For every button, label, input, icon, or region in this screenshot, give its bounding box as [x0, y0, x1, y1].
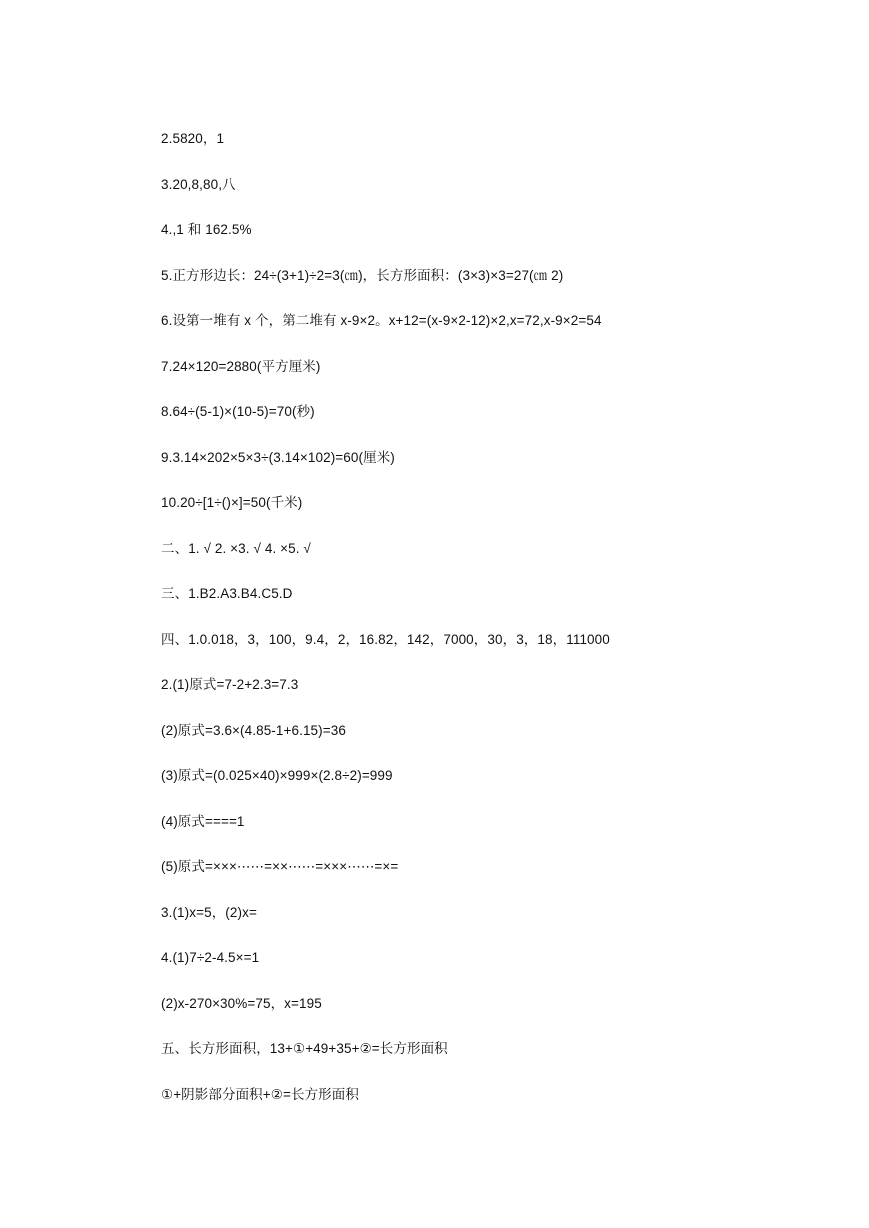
answer-line-4: 4.,1 和 162.5% — [161, 222, 252, 237]
answer-line-3: 3.20,8,80,八 — [161, 176, 236, 192]
calc-line-2-5: (5)原式=×××⋯⋯=××⋯⋯=×××⋯⋯=×= — [161, 859, 399, 874]
equation-line-4-1: 4.(1)7÷2-4.5×=1 — [161, 950, 260, 965]
equation-line-3: 3.(1)x=5，(2)x= — [161, 904, 257, 920]
answer-lines — [161, 128, 801, 1129]
equation-line-4-2: (2)x-270×30%=75，x=195 — [161, 995, 322, 1011]
section-two-line: 二、1. √ 2. ×3. √ 4. ×5. √ — [161, 540, 311, 556]
calc-line-2-2: (2)原式=3.6×(4.85-1+6.15)=36 — [161, 722, 346, 738]
answer-line-2: 2.5820，1 — [161, 131, 225, 146]
section-four-line: 四、1.0.018，3，100，9.4，2，16.82，142，7000，30，3，18，111000 — [161, 631, 610, 647]
section-five-line: 五、长方形面积，13+①+49+35+②=长方形面积 — [161, 1041, 448, 1056]
section-three-line: 三、1.B2.A3.B4.C5.D — [161, 586, 293, 601]
answer-line-5: 5.正方形边长：24÷(3+1)÷2=3(㎝)，长方形面积：(3×3)×3=27(㎝ 2) — [161, 267, 564, 283]
answer-line-8: 8.64÷(5-1)×(10-5)=70(秒) — [161, 404, 315, 419]
answer-line-6: 6.设第一堆有 x 个，第二堆有 x-9×2。x+12=(x-9×2-12)×2,x=72,x-9×2=54 — [161, 313, 602, 328]
section-five-line-2: ①+阴影部分面积+②=长方形面积 — [161, 1086, 359, 1102]
answer-line-9: 9.3.14×202×5×3÷(3.14×102)=60(厘米) — [161, 449, 395, 465]
answer-line-10: 10.20÷[1÷()×]=50(千米) — [161, 495, 303, 510]
calc-line-2-3: (3)原式=(0.025×40)×999×(2.8÷2)=999 — [161, 768, 393, 783]
calc-line-2-1: 2.(1)原式=7-2+2.3=7.3 — [161, 677, 299, 692]
calc-line-2-4: (4)原式====1 — [161, 813, 245, 829]
answer-line-7: 7.24×120=2880(平方厘米) — [161, 358, 321, 374]
